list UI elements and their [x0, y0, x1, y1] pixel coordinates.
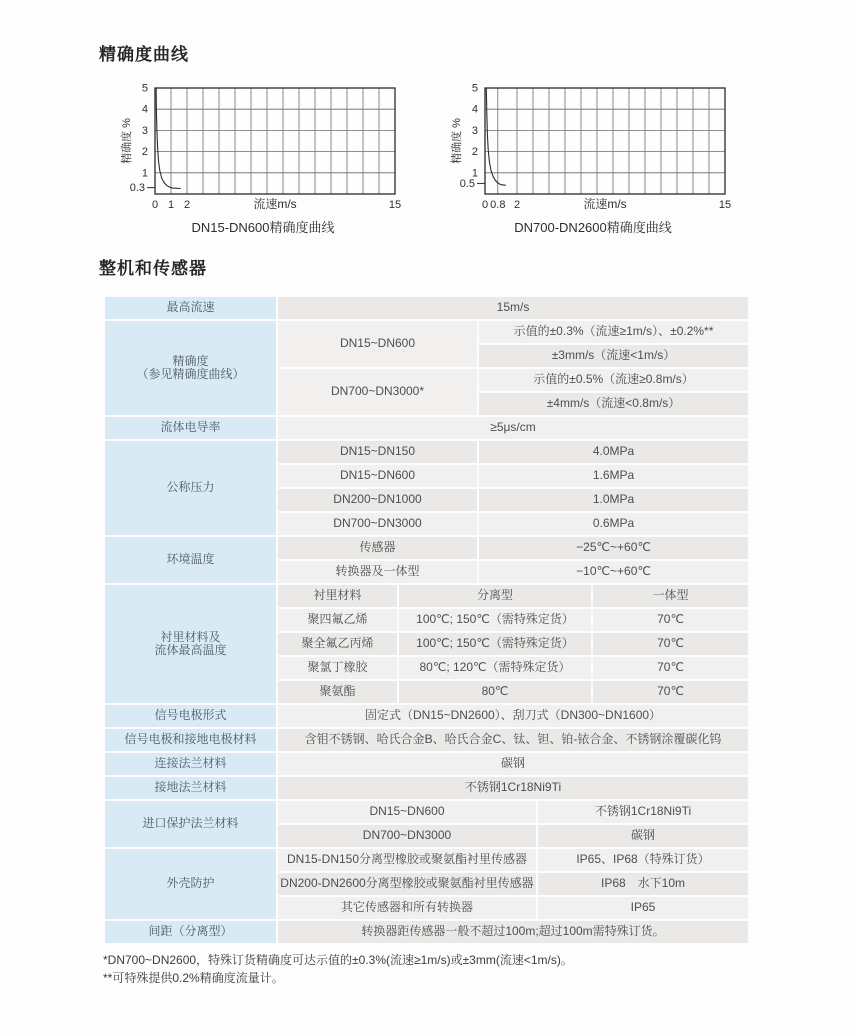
cell-value: IP65 — [538, 897, 748, 919]
cell-subkey: DN15~DN600 — [278, 321, 477, 367]
cell-value: 70℃ — [593, 609, 748, 631]
row-inlet-flange-1 — [105, 801, 748, 823]
cell-label: 公称压力 — [105, 441, 276, 535]
footnotes — [103, 951, 573, 987]
section-title-machine-sensor: 整机和传感器 — [99, 259, 207, 278]
cell-label: 最高流速 — [105, 297, 276, 319]
section-title-accuracy-curves: 精确度曲线 — [99, 45, 189, 64]
label-line: （参见精确度曲线） — [136, 367, 245, 381]
svg-text:DN700-DN2600精确度曲线: DN700-DN2600精确度曲线 — [514, 220, 672, 235]
svg-text:15: 15 — [718, 199, 732, 211]
label-line: 精确度 — [172, 353, 209, 368]
svg-text:2: 2 — [513, 199, 521, 211]
cell-value: 1.0MPa — [479, 489, 748, 511]
cell-value: 70℃ — [593, 633, 748, 655]
svg-text:4: 4 — [471, 103, 478, 116]
svg-text:流速m/s: 流速m/s — [583, 197, 627, 211]
svg-text:流速m/s: 流速m/s — [253, 197, 297, 211]
svg-text:0: 0 — [481, 199, 489, 211]
cell-value: ±4mm/s（流速<0.8m/s） — [479, 393, 748, 415]
cell-subkey: DN200~DN1000 — [278, 489, 477, 511]
cell-subheader: 衬里材料 — [278, 585, 397, 607]
cell-value: 15m/s — [278, 297, 748, 319]
cell-subkey: 其它传感器和所有转换器 — [278, 897, 536, 919]
cell-subkey: DN200-DN2600分离型橡胶或聚氨酯衬里传感器 — [278, 873, 536, 895]
row-connect-flange — [105, 753, 748, 775]
cell-value: −25℃~+60℃ — [479, 537, 748, 559]
specification-table — [103, 295, 750, 945]
cell-value: IP68 水下10m — [538, 873, 748, 895]
svg-text:1: 1 — [167, 199, 175, 211]
cell-value: 含钼不锈钢、哈氏合金B、哈氏合金C、钛、钽、铂-铱合金、不锈钢涂覆碳化钨 — [278, 729, 748, 751]
cell-subkey: 聚氯丁橡胶 — [278, 657, 397, 679]
row-max-flow — [105, 297, 748, 319]
cell-value: 示值的±0.5%（流速≥0.8m/s） — [479, 369, 748, 391]
cell-value: 1.6MPa — [479, 465, 748, 487]
cell-value: 转换器距传感器一般不超过100m;超过100m需特殊订货。 — [278, 921, 748, 943]
svg-text:1: 1 — [141, 167, 148, 180]
cell-label: 接地法兰材料 — [105, 777, 276, 799]
row-accuracy-1 — [105, 321, 748, 343]
cell-label: 信号电极和接地电极材料 — [105, 729, 276, 751]
cell-subkey: DN15-DN150分离型橡胶或聚氨酯衬里传感器 — [278, 849, 536, 871]
footnote-2: **可特殊提供0.2%精确度流量计。 — [103, 971, 284, 985]
cell-value: 0.6MPa — [479, 513, 748, 535]
cell-label: 环境温度 — [105, 537, 276, 583]
row-lining-header — [105, 585, 748, 607]
cell-subkey: 聚四氟乙烯 — [278, 609, 397, 631]
cell-label — [105, 321, 276, 415]
accuracy-chart-dn15-dn600 — [100, 80, 410, 242]
cell-label: 信号电极形式 — [105, 705, 276, 727]
accuracy-chart-dn700-dn2600 — [430, 80, 740, 242]
cell-label: 外壳防护 — [105, 849, 276, 919]
cell-subheader: 一体型 — [593, 585, 748, 607]
cell-subheader: 分离型 — [399, 585, 591, 607]
svg-text:2: 2 — [183, 199, 191, 211]
cell-subkey: DN700~DN3000 — [278, 513, 477, 535]
label-line: 流体最高温度 — [154, 643, 227, 657]
svg-text:0: 0 — [151, 199, 159, 211]
svg-text:0.8: 0.8 — [490, 199, 506, 211]
row-ambient-1 — [105, 537, 748, 559]
cell-value: 80℃ — [399, 681, 591, 703]
row-conductivity — [105, 417, 748, 439]
cell-subkey: 转换器及一体型 — [278, 561, 477, 583]
cell-value: 80℃; 120℃（需特殊定货） — [399, 657, 591, 679]
svg-text:3: 3 — [471, 124, 478, 137]
row-electrode-type — [105, 705, 748, 727]
row-ground-flange — [105, 777, 748, 799]
cell-value: ≥5μs/cm — [278, 417, 748, 439]
cell-value: 固定式（DN15~DN2600）、刮刀式（DN300~DN1600） — [278, 705, 748, 727]
cell-subkey: 传感器 — [278, 537, 477, 559]
svg-text:1: 1 — [471, 167, 478, 180]
svg-text:15: 15 — [388, 199, 402, 211]
cell-subkey: DN15~DN150 — [278, 441, 477, 463]
svg-text:DN15-DN600精确度曲线: DN15-DN600精确度曲线 — [191, 220, 335, 235]
cell-value: 70℃ — [593, 657, 748, 679]
cell-value: 70℃ — [593, 681, 748, 703]
cell-label — [105, 585, 276, 703]
svg-text:2: 2 — [141, 146, 148, 159]
cell-label: 间距（分离型） — [105, 921, 276, 943]
svg-text:3: 3 — [141, 124, 148, 137]
cell-value: 100℃; 150℃（需特殊定货） — [399, 609, 591, 631]
row-enclosure-1 — [105, 849, 748, 871]
cell-subkey: 聚全氟乙丙烯 — [278, 633, 397, 655]
cell-value: IP65、IP68（特殊订货） — [538, 849, 748, 871]
row-spacing — [105, 921, 748, 943]
svg-text:5: 5 — [141, 82, 148, 95]
row-pressure-1 — [105, 441, 748, 463]
svg-text:2: 2 — [471, 146, 478, 159]
cell-value: −10℃~+60℃ — [479, 561, 748, 583]
cell-subkey: DN700~DN3000 — [278, 825, 536, 847]
cell-subkey: DN700~DN3000* — [278, 369, 477, 415]
cell-value: 不锈钢1Cr18Ni9Ti — [538, 801, 748, 823]
cell-value: ±3mm/s（流速<1m/s） — [479, 345, 748, 367]
svg-text:5: 5 — [471, 82, 478, 95]
cell-label: 流体电导率 — [105, 417, 276, 439]
cell-value: 示值的±0.3%（流速≥1m/s）、±0.2%** — [479, 321, 748, 343]
row-electrode-material — [105, 729, 748, 751]
svg-text:0.3: 0.3 — [129, 182, 145, 195]
svg-text:0.5: 0.5 — [459, 177, 475, 190]
cell-subkey: DN15~DN600 — [278, 801, 536, 823]
cell-value: 碳钢 — [278, 753, 748, 775]
cell-value: 不锈钢1Cr18Ni9Ti — [278, 777, 748, 799]
svg-text:精确度 %: 精确度 % — [121, 118, 133, 164]
footnote-1: *DN700~DN2600，特殊订货精确度可达示值的±0.3%(流速≥1m/s)或±3mm(流速<1m/s)。 — [103, 953, 573, 967]
svg-text:4: 4 — [141, 103, 148, 116]
cell-label: 连接法兰材料 — [105, 753, 276, 775]
cell-subkey: 聚氨酯 — [278, 681, 397, 703]
cell-subkey: DN15~DN600 — [278, 465, 477, 487]
cell-value: 碳钢 — [538, 825, 748, 847]
cell-value: 4.0MPa — [479, 441, 748, 463]
cell-label: 进口保护法兰材料 — [105, 801, 276, 847]
cell-value: 100℃; 150℃（需特殊定货） — [399, 633, 591, 655]
label-line: 衬里材料及 — [160, 629, 221, 644]
svg-text:精确度 %: 精确度 % — [451, 118, 463, 164]
